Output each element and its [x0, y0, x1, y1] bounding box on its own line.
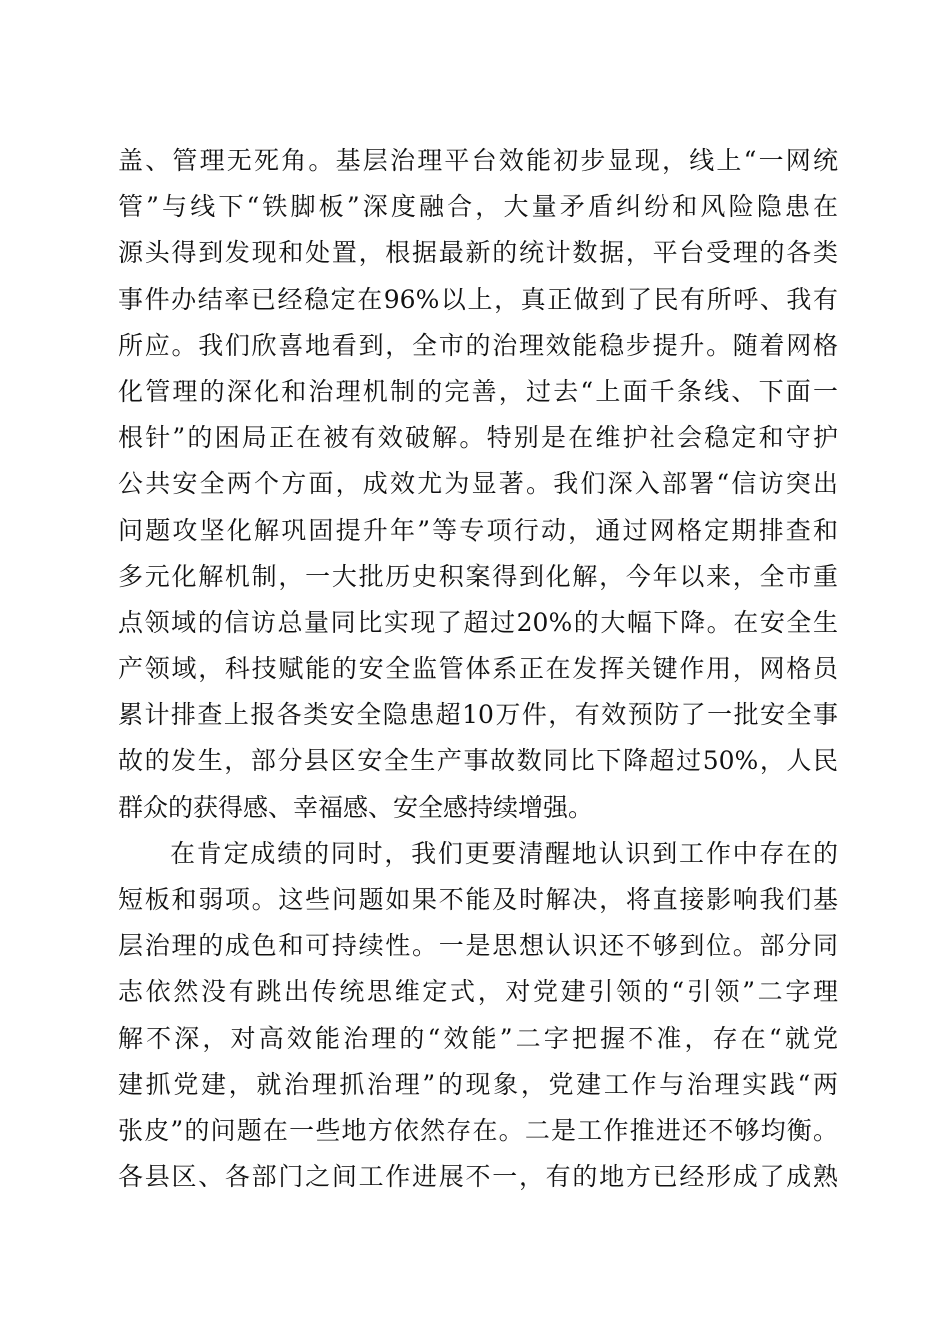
text-line: 问题攻坚化解巩固提升年”等专项行动，通过网格定期排查和 — [118, 515, 838, 545]
text-line: 群众的获得感、幸福感、安全感持续增强。 — [118, 792, 594, 822]
text-line: 层治理的成色和可持续性。一是思想认识还不够到位。部分同 — [118, 931, 838, 961]
text-line: 短板和弱项。这些问题如果不能及时解决，将直接影响我们基 — [118, 885, 838, 914]
text-line: 化管理的深化和治理机制的完善，过去“上面千条线、下面一 — [118, 376, 838, 406]
text-line: 公共安全两个方面，成效尤为显著。我们深入部署“信访突出 — [118, 469, 838, 499]
text-line: 事件办结率已经稳定在96%以上，真正做到了民有所呼、我有 — [118, 284, 838, 314]
text-line: 源头得到发现和处置，根据最新的统计数据，平台受理的各类 — [118, 238, 838, 268]
text-line: 产领域，科技赋能的安全监管体系正在发挥关键作用，网格员 — [118, 654, 838, 684]
text-line: 各县区、各部门之间工作进展不一，有的地方已经形成了成熟 — [118, 1162, 838, 1192]
text-line: 在肯定成绩的同时，我们更要清醒地认识到工作中存在的 — [170, 838, 838, 868]
text-line: 管”与线下“铁脚板”深度融合，大量矛盾纠纷和风险隐患在 — [118, 192, 838, 222]
text-line: 根针”的困局正在被有效破解。特别是在维护社会稳定和守护 — [118, 423, 838, 453]
text-line: 所应。我们欣喜地看到，全市的治理效能稳步提升。随着网格 — [118, 330, 838, 360]
text-line: 累计排查上报各类安全隐患超10万件，有效预防了一批安全事 — [118, 700, 838, 730]
body-text — [118, 138, 838, 1200]
text-line: 故的发生，部分县区安全生产事故数同比下降超过50%，人民 — [118, 746, 838, 776]
text-line: 志依然没有跳出传统思维定式，对党建引领的“引领”二字理 — [118, 977, 838, 1007]
text-line: 多元化解机制，一大批历史积案得到化解，今年以来，全市重 — [118, 561, 838, 591]
text-line: 解不深，对高效能治理的“效能”二字把握不准，存在“就党 — [118, 1023, 838, 1053]
text-line: 建抓党建，就治理抓治理”的现象，党建工作与治理实践“两 — [118, 1069, 838, 1099]
text-line: 盖、管理无死角。基层治理平台效能初步显现，线上“一网统 — [118, 146, 838, 175]
text-line: 张皮”的问题在一些地方依然存在。二是工作推进还不够均衡。 — [118, 1115, 838, 1145]
text-line: 点领域的信访总量同比实现了超过20%的大幅下降。在安全生 — [118, 607, 838, 637]
